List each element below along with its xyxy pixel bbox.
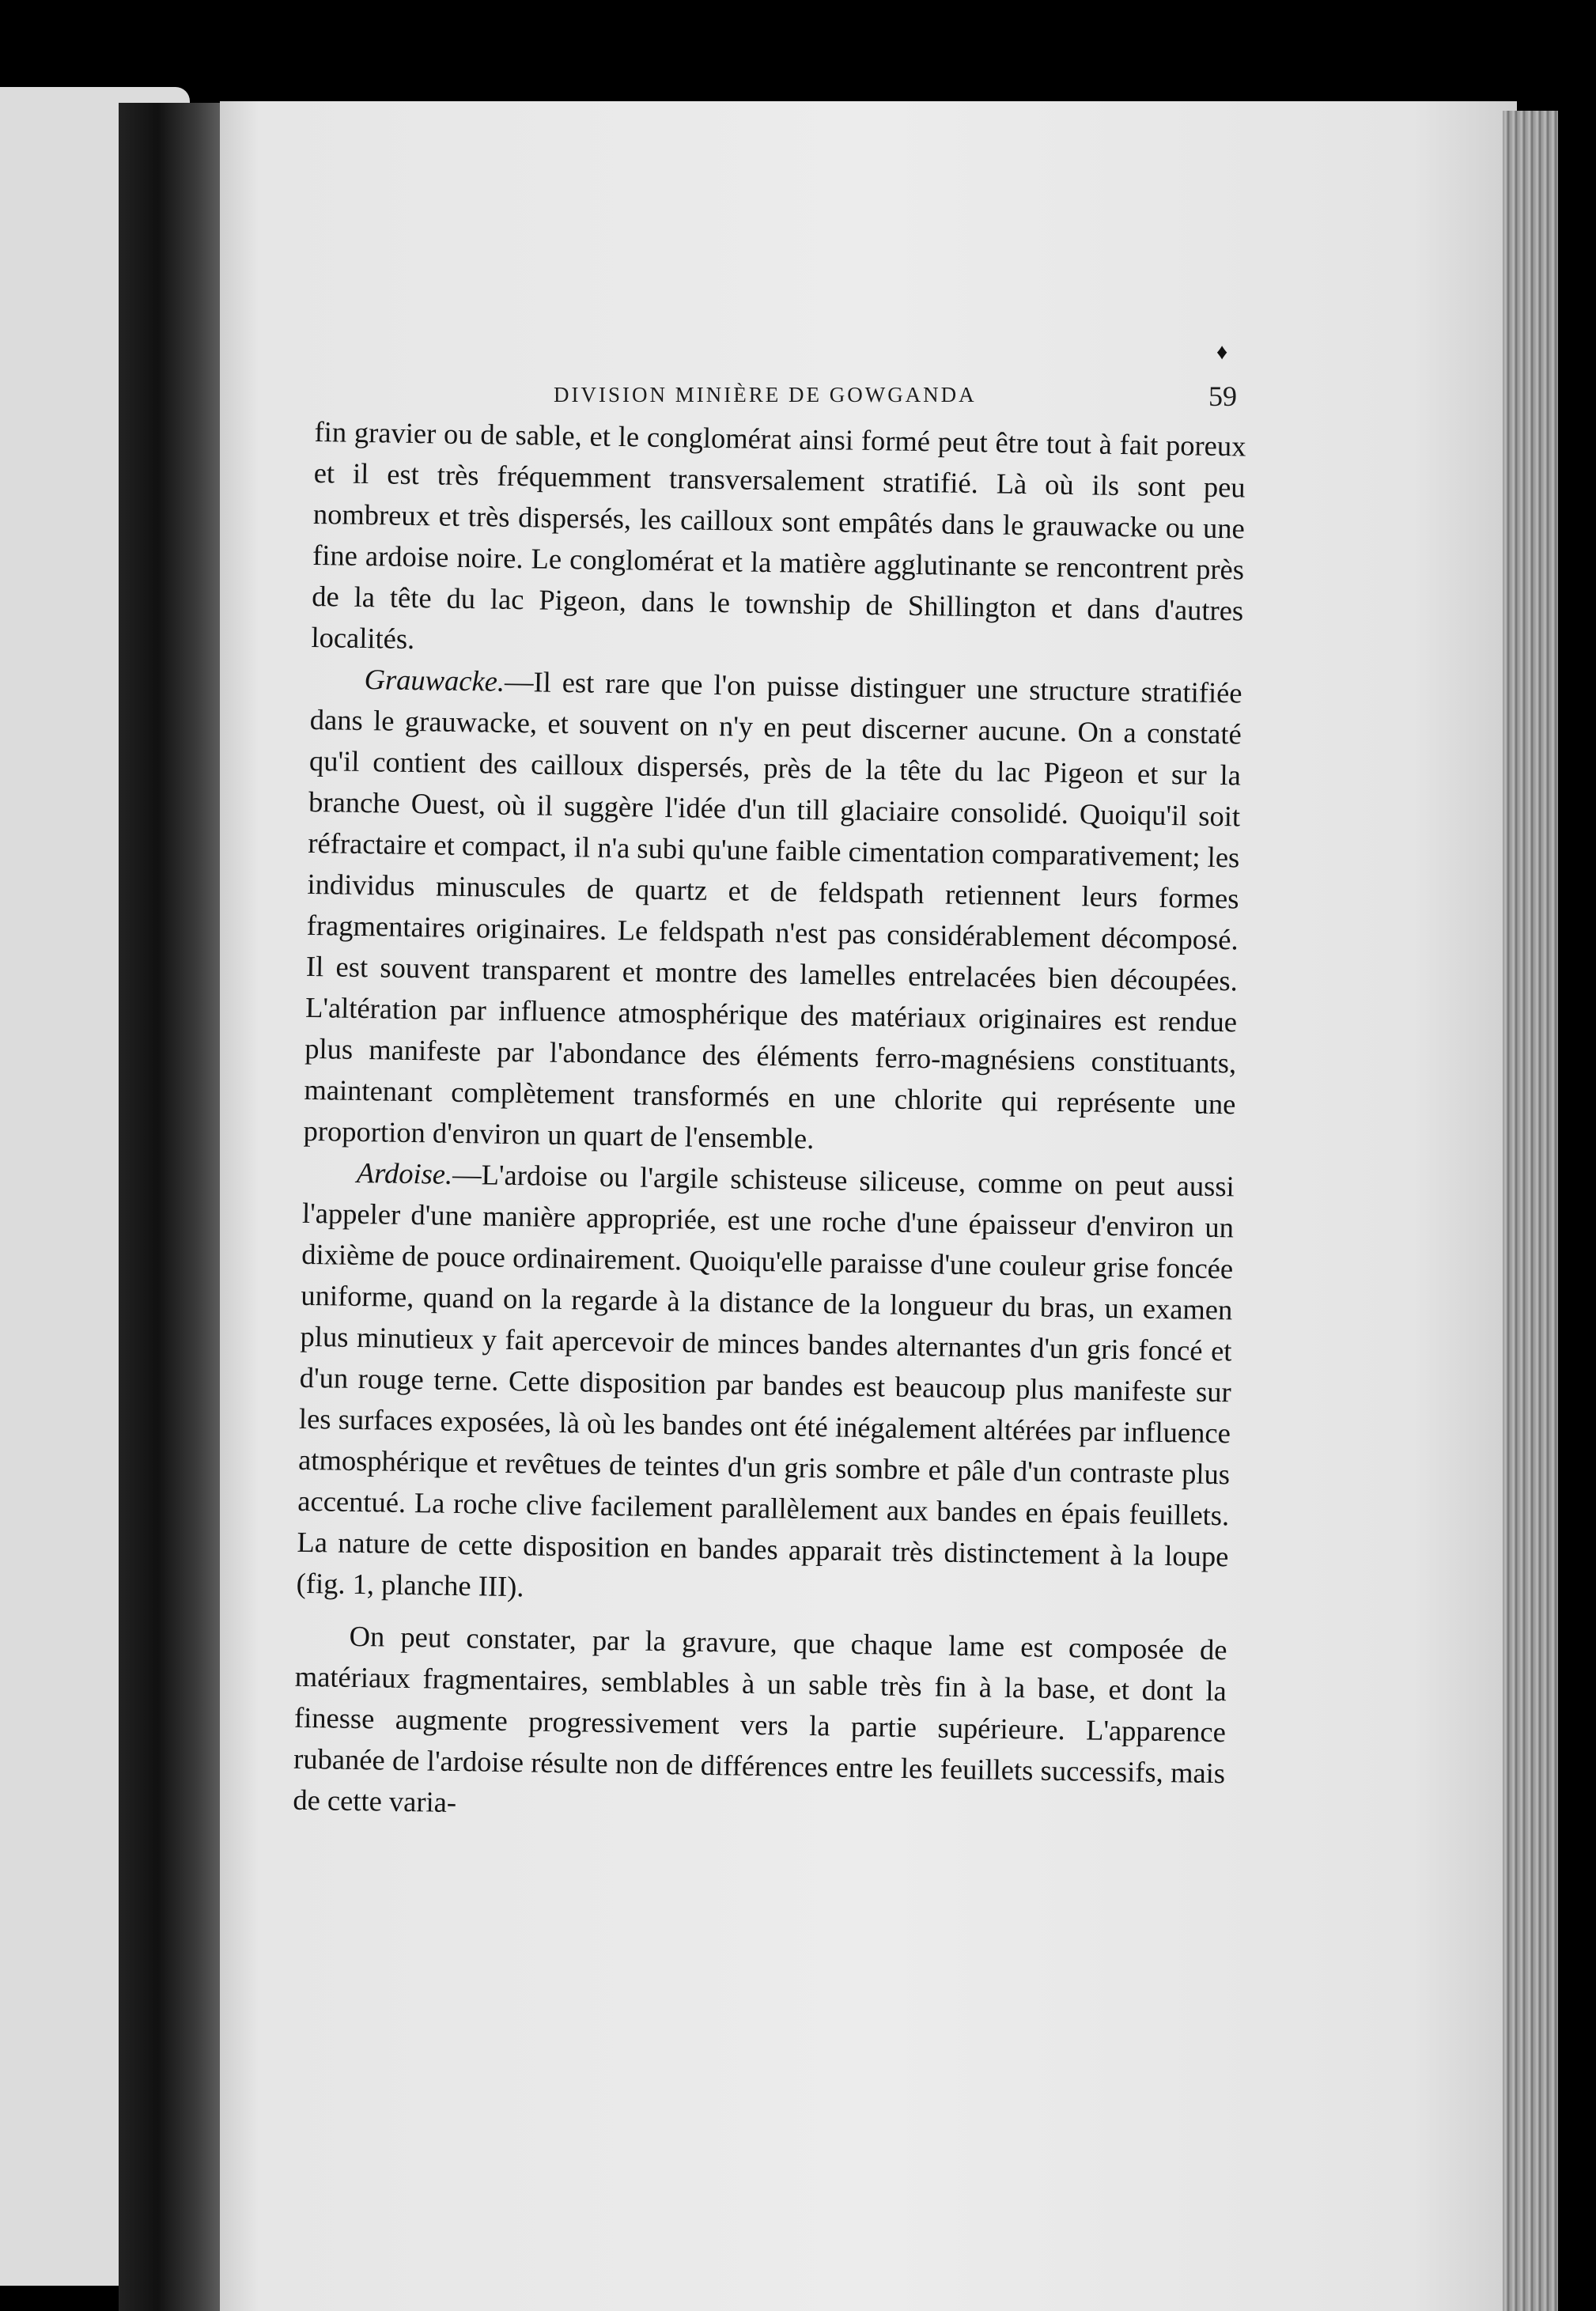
- paragraph: [296, 1152, 1235, 1618]
- paragraph-text: On peut constater, par la gravure, que chaque lame est composée de matériaux fragmentaires, semblables à un sable très fin à la base, et dont la finesse augmente progressivement vers la partie supérieure. L'apparence rubanée de l'ardoise résulte non de différences entre les feuillets successifs, mais de cette varia-: [293, 1619, 1227, 1819]
- paragraph: [303, 658, 1242, 1166]
- paragraph-heading: Grauwacke.: [364, 663, 505, 698]
- paragraph-text: fin gravier ou de sable, et le conglomérat ainsi formé peut être tout à fait poreux et il est très fréquemment transversalement stratifié. Là où ils sont peu nombreux et très dispersés, les cailloux sont empâtés dans le grauwacke ou une fine ardoise noire. Le conglomérat et la matière agglutinante se rencontrent près de la tête du lac Pigeon, dans le township de Shillington et dans d'autres localités.: [311, 414, 1246, 656]
- running-head: DIVISION MINIÈRE DE GOWGANDA: [554, 383, 977, 407]
- body-text: [293, 411, 1246, 1835]
- paragraph: [293, 1615, 1227, 1835]
- paragraph-heading: Ardoise.: [356, 1156, 453, 1190]
- paragraph-text: —L'ardoise ou l'argile schisteuse siliceuse, comme on peut aussi l'appeler d'une manière appropriée, est une roche d'une épaisseur d'environ un dixième de pouce ordinairement. Quoiqu'elle paraisse d'une couleur grise foncée uniforme, quand on la regarde à la distance de la longueur du bras, un examen plus minutieux y fait apercevoir de minces bandes alternantes d'un gris foncé et d'un rouge terne. Cette disposition par bandes est beaucoup plus manifeste sur les surfaces exposées, là où les bandes ont été inégalement altérées par influence atmosphérique et revêtues de teintes d'un gris sombre et pâle d'un contraste plus accentué. La roche clive facilement parallèlement aux bandes en épais feuillets. La nature de cette disposition en bandes apparait très distinctement à la loupe (fig. 1, planche III).: [296, 1157, 1235, 1603]
- paragraph-text: —Il est rare que l'on puisse distinguer une structure stratifiée dans le grauwacke, et souvent on n'y en peut discerner aucune. On a constaté qu'il contient des cailloux dispersés, près de la tête du lac Pigeon et sur la branche Ouest, où il suggère l'idée d'un till glaciaire consolidé. Quoiqu'il soit réfractaire et compact, il n'a subi qu'une faible cimentation comparativement; les individus minuscules de quartz et de feldspath retiennent leurs formes fragmentaires originaires. Le feldspath n'est pas considérablement décomposé. Il est souvent transparent et montre des lamelles entrelacées bien découpées. L'altération par influence atmosphérique des matériaux originaires est rendue plus manifeste par l'abondance des éléments ferro-magnésiens constituants, maintenant complètement transformés en une chlorite qui représente une proportion d'environ un quart de l'ensemble.: [303, 664, 1242, 1156]
- page-header: [554, 380, 1250, 418]
- page-edges: [1503, 111, 1558, 2311]
- paragraph: [311, 411, 1246, 672]
- ink-mark-icon: ♦: [1216, 340, 1228, 365]
- book-gutter: [119, 103, 229, 2311]
- page-number: 59: [1208, 380, 1237, 412]
